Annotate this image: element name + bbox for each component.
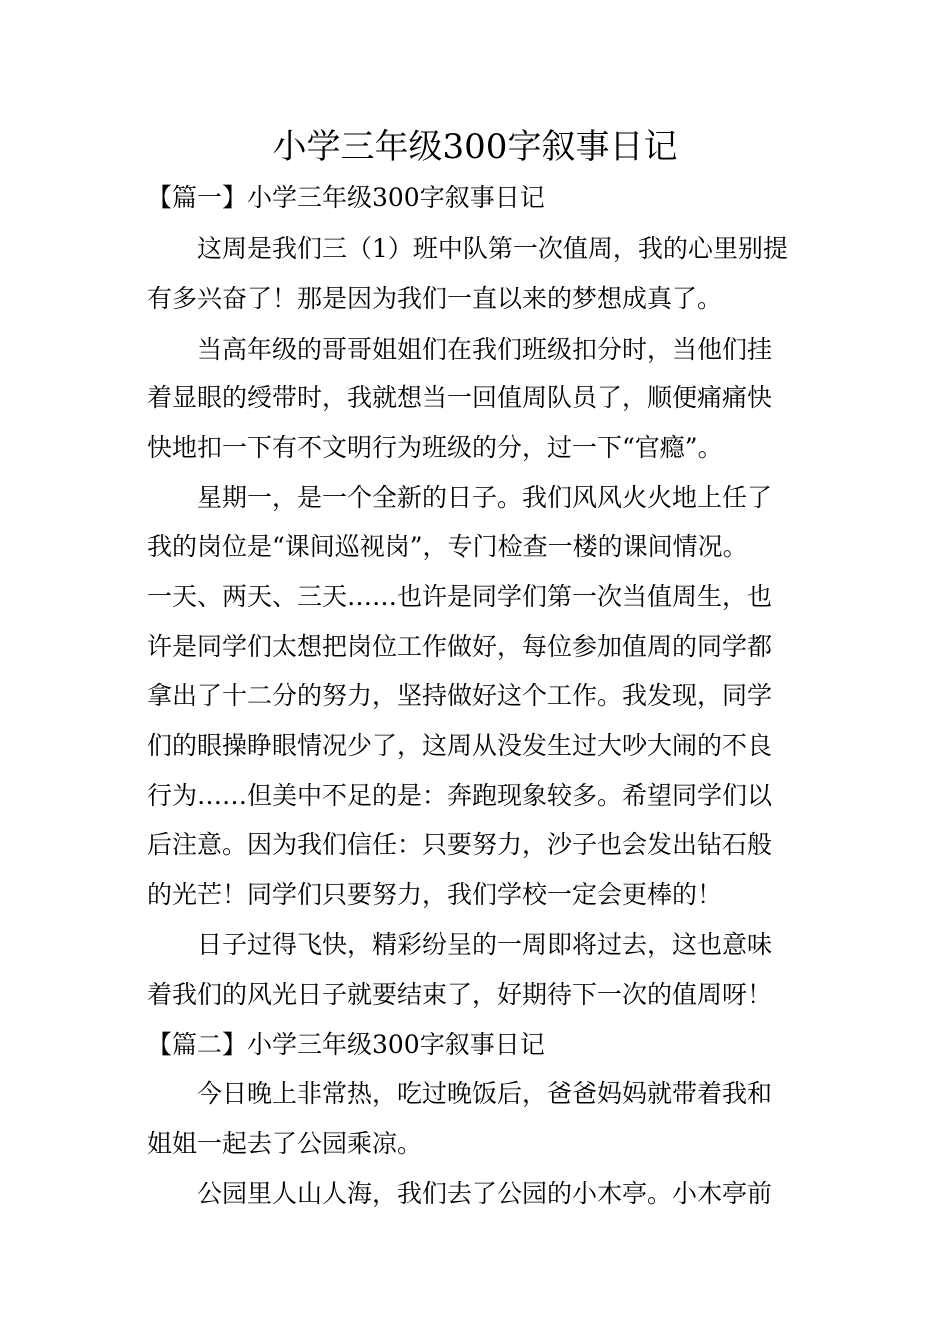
paragraph-line: 日子过得飞快，精彩纷呈的一周即将过去，这也意味 — [197, 930, 773, 959]
paragraph-line: 我的岗位是“课间巡视岗”，专门检查一楼的课间情况。 — [147, 532, 748, 561]
paragraph-line: 们的眼操睁眼情况少了，这周从没发生过大吵大闹的不良 — [147, 731, 773, 760]
paragraph-line: 许是同学们太想把岗位工作做好，每位参加值周的同学都 — [147, 632, 773, 661]
paragraph-line: 拿出了十二分的努力，坚持做好这个工作。我发现，同学 — [147, 681, 773, 710]
paragraph-line: 姐姐一起去了公园乘凉。 — [147, 1129, 423, 1158]
paragraph-line: 着我们的风光日子就要结束了，好期待下一次的值周呀！ — [147, 980, 773, 1009]
paragraph-line: 的光芒！同学们只要努力，我们学校一定会更棒的！ — [147, 880, 723, 909]
paragraph-line: 有多兴奋了！那是因为我们一直以来的梦想成真了。 — [147, 284, 723, 313]
section-heading: 【篇一】小学三年级300字叙事日记 — [147, 183, 545, 212]
paragraph-line: 这周是我们三（1）班中队第一次值周，我的心里别提 — [197, 234, 788, 263]
paragraph-line: 星期一，是一个全新的日子。我们风风火火地上任了 — [197, 483, 773, 512]
paragraph-line: 公园里人山人海，我们去了公园的小木亭。小木亭前 — [197, 1179, 773, 1208]
paragraph-line: 今日晚上非常热，吃过晚饭后，爸爸妈妈就带着我和 — [197, 1079, 773, 1108]
paragraph-line: 着显眼的绶带时，我就想当一回值周队员了，顺便痛痛快 — [147, 383, 773, 412]
paragraph-line: 快地扣一下有不文明行为班级的分，过一下“官瘾”。 — [147, 433, 723, 462]
section-heading: 【篇二】小学三年级300字叙事日记 — [147, 1030, 545, 1059]
paragraph-line: 当高年级的哥哥姐姐们在我们班级扣分时，当他们挂 — [197, 335, 773, 364]
paragraph-line: 一天、两天、三天……也许是同学们第一次当值周生，也 — [147, 582, 773, 611]
document-title: 小学三年级300字叙事日记 — [272, 127, 678, 167]
paragraph-line: 行为……但美中不足的是：奔跑现象较多。希望同学们以 — [147, 781, 773, 810]
paragraph-line: 后注意。因为我们信任：只要努力，沙子也会发出钻石般 — [147, 830, 773, 859]
